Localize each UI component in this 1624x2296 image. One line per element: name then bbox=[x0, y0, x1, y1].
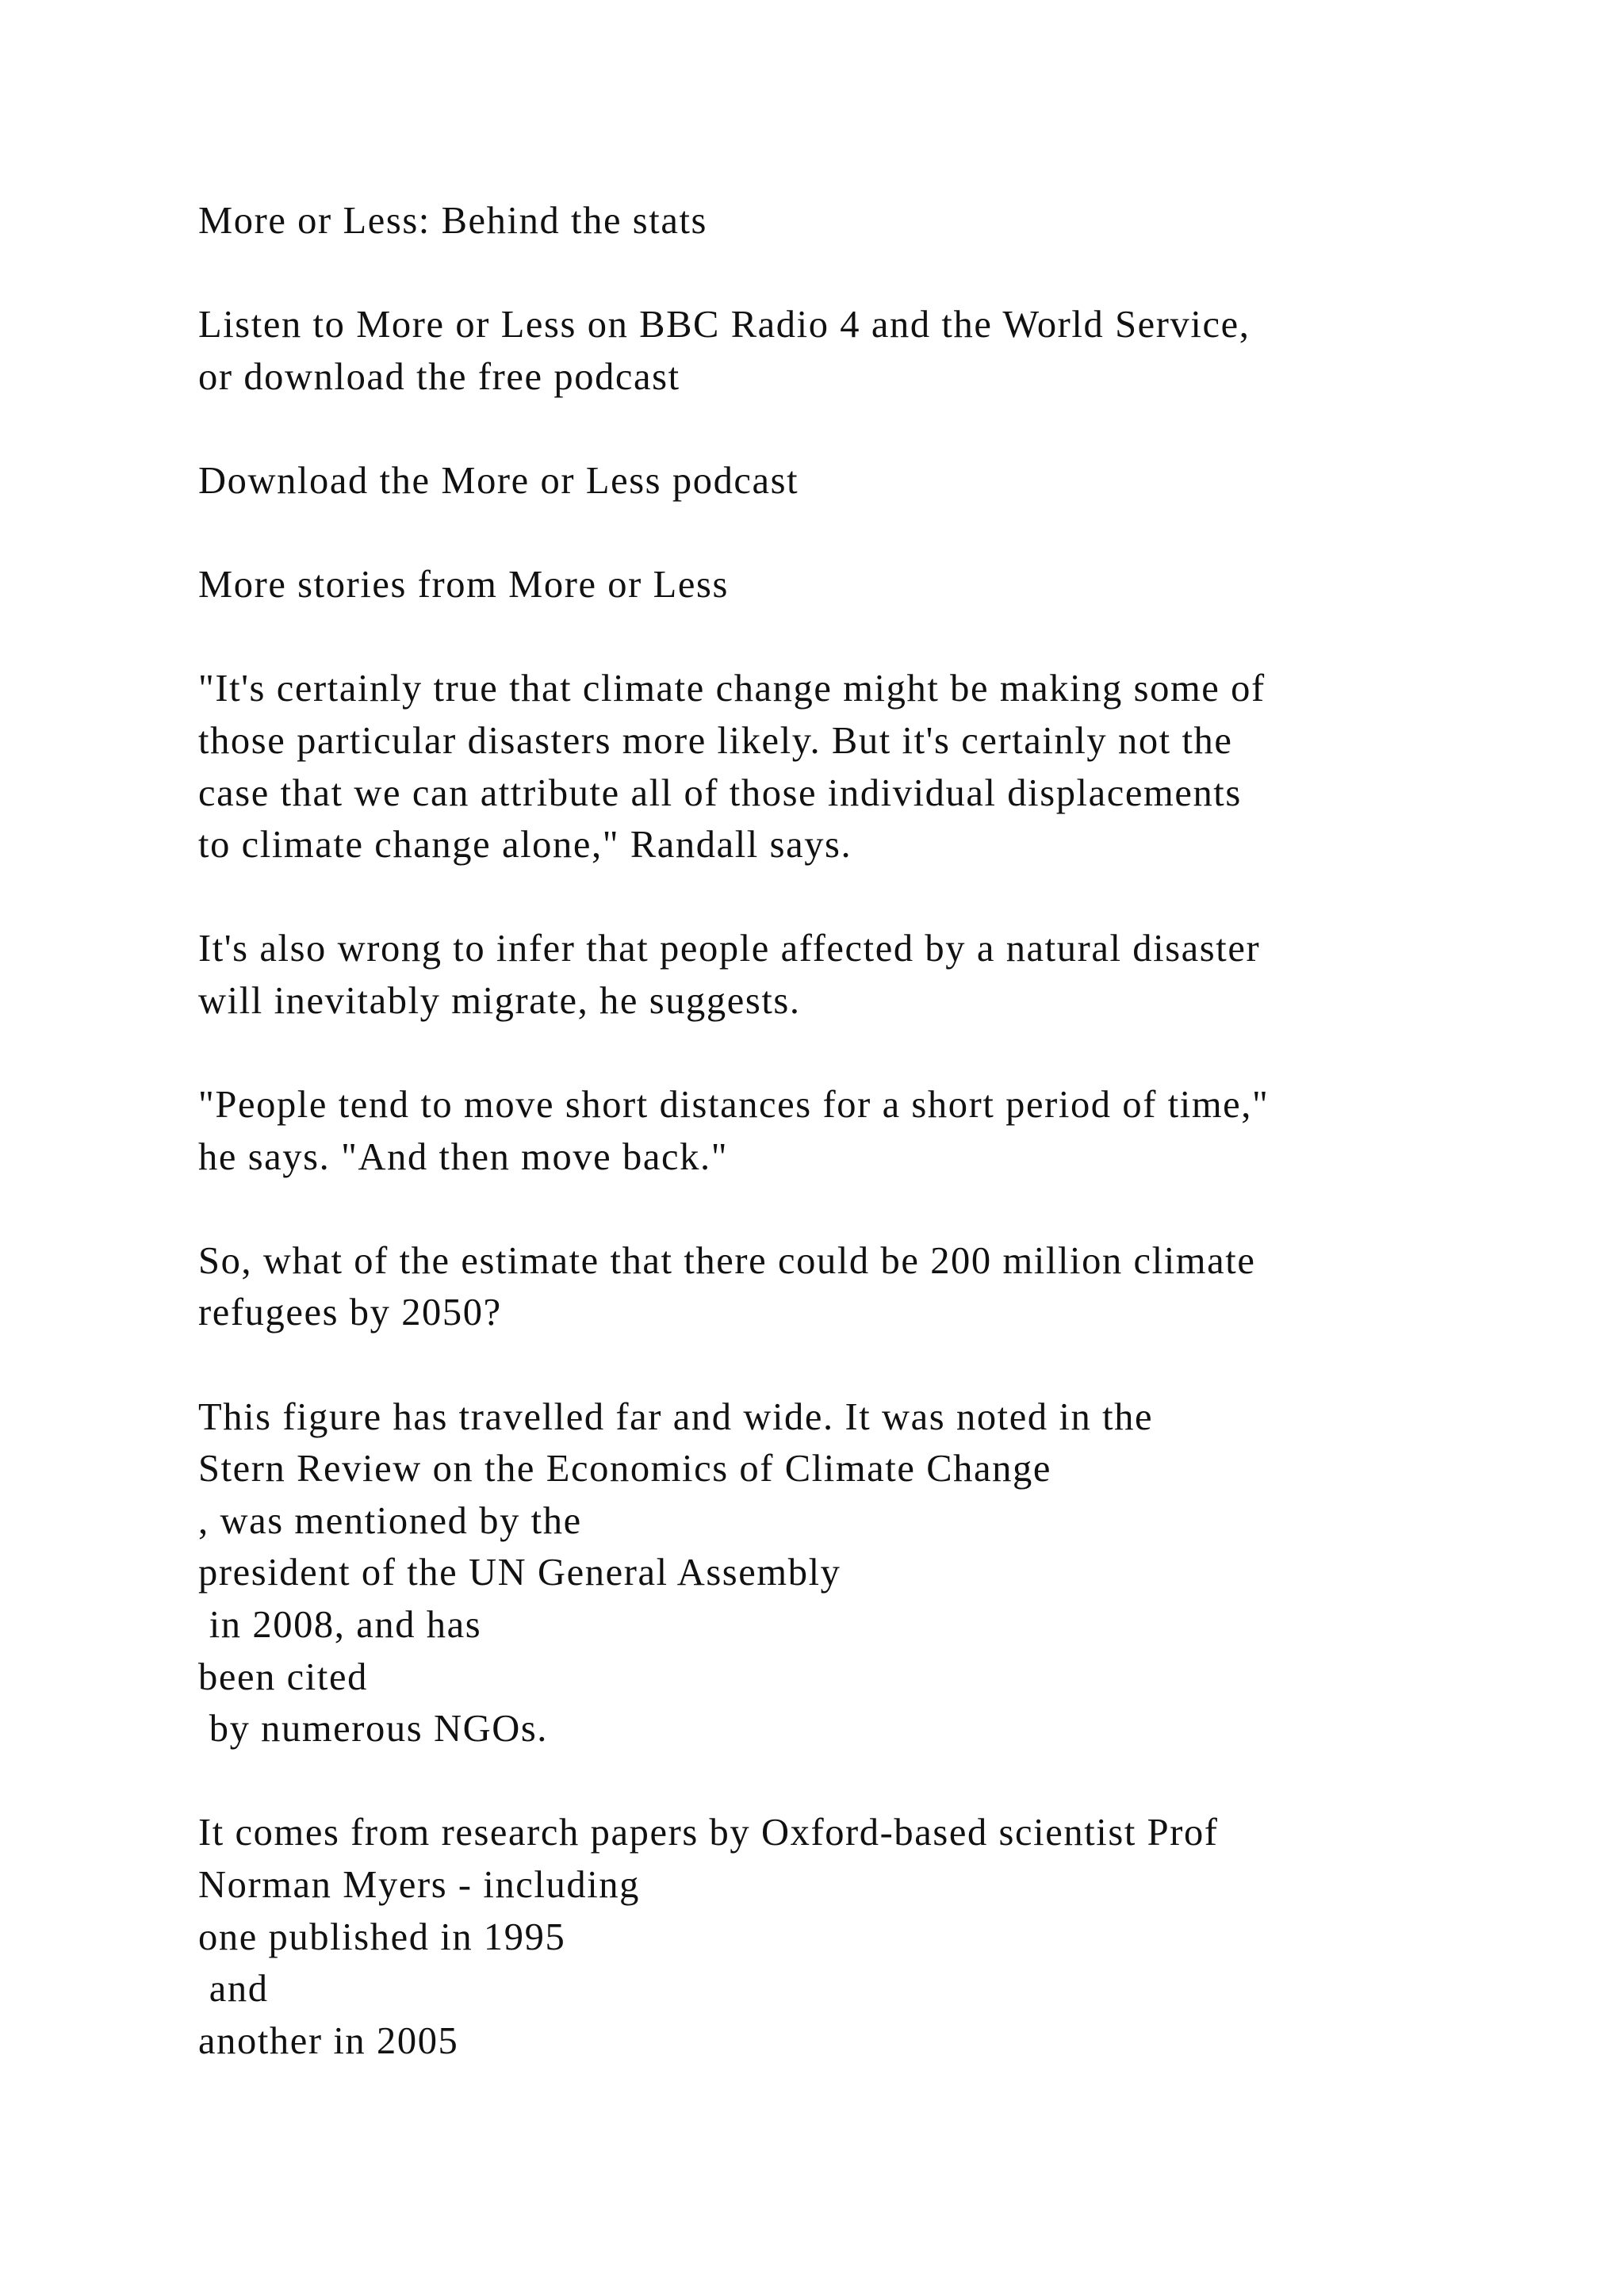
listen-line: or download the free podcast bbox=[198, 355, 680, 398]
paragraph-gap bbox=[198, 1183, 1483, 1235]
un-president-link[interactable]: president of the UN General Assembly bbox=[198, 1552, 841, 1594]
page-title: More or Less: Behind the stats bbox=[198, 200, 708, 242]
paragraph-gap bbox=[198, 1339, 1483, 1391]
been-cited-link[interactable]: been cited bbox=[198, 1655, 368, 1698]
paragraph-line: It's also wrong to infer that people affected by a natural disaster bbox=[198, 928, 1261, 970]
paper-2005-link[interactable]: another in 2005 bbox=[198, 2019, 459, 2062]
more-stories-link[interactable]: More stories from More or Less bbox=[198, 564, 729, 607]
paragraph-line: by numerous NGOs. bbox=[198, 1708, 549, 1751]
paragraph-line: to climate change alone," Randall says. bbox=[198, 824, 852, 867]
paragraph-gap bbox=[198, 247, 1483, 300]
paragraph-gap bbox=[198, 507, 1483, 560]
paragraph-gap bbox=[198, 611, 1483, 664]
paragraph-line: refugees by 2050? bbox=[198, 1292, 502, 1334]
paragraph-line: , was mentioned by the bbox=[198, 1499, 582, 1542]
paragraph-line: Norman Myers - including bbox=[198, 1864, 640, 1906]
paragraph-line: will inevitably migrate, he suggests. bbox=[198, 979, 801, 1022]
paragraph-line: in 2008, and has bbox=[198, 1604, 482, 1647]
stern-review-link[interactable]: Stern Review on the Economics of Climate Change bbox=[198, 1448, 1051, 1490]
paragraph-line: case that we can attribute all of those individual displacements bbox=[198, 771, 1242, 814]
download-podcast-link[interactable]: Download the More or Less podcast bbox=[198, 459, 799, 502]
paragraph-gap bbox=[198, 871, 1483, 924]
paragraph-line: "People tend to move short distances for a short period of time," bbox=[198, 1084, 1270, 1127]
paragraph-line: and bbox=[198, 1968, 269, 2011]
paragraph-line: So, what of the estimate that there could be 200 million climate bbox=[198, 1239, 1256, 1282]
paragraph-line: those particular disasters more likely. But it's certainly not the bbox=[198, 719, 1233, 762]
paragraph-gap bbox=[198, 1755, 1483, 1808]
paragraph-gap bbox=[198, 403, 1483, 455]
paragraph-gap bbox=[198, 1027, 1483, 1080]
listen-line: Listen to More or Less on BBC Radio 4 and the World Service, bbox=[198, 304, 1251, 346]
article-body bbox=[198, 195, 1483, 2067]
paper-1995-link[interactable]: one published in 1995 bbox=[198, 1915, 566, 1958]
paragraph-line: It comes from research papers by Oxford-based scientist Prof bbox=[198, 1812, 1219, 1854]
paragraph-line: This figure has travelled far and wide. It was noted in the bbox=[198, 1395, 1154, 1438]
paragraph-line: he says. "And then move back." bbox=[198, 1135, 729, 1178]
paragraph-line: "It's certainly true that climate change might be making some of bbox=[198, 668, 1266, 710]
